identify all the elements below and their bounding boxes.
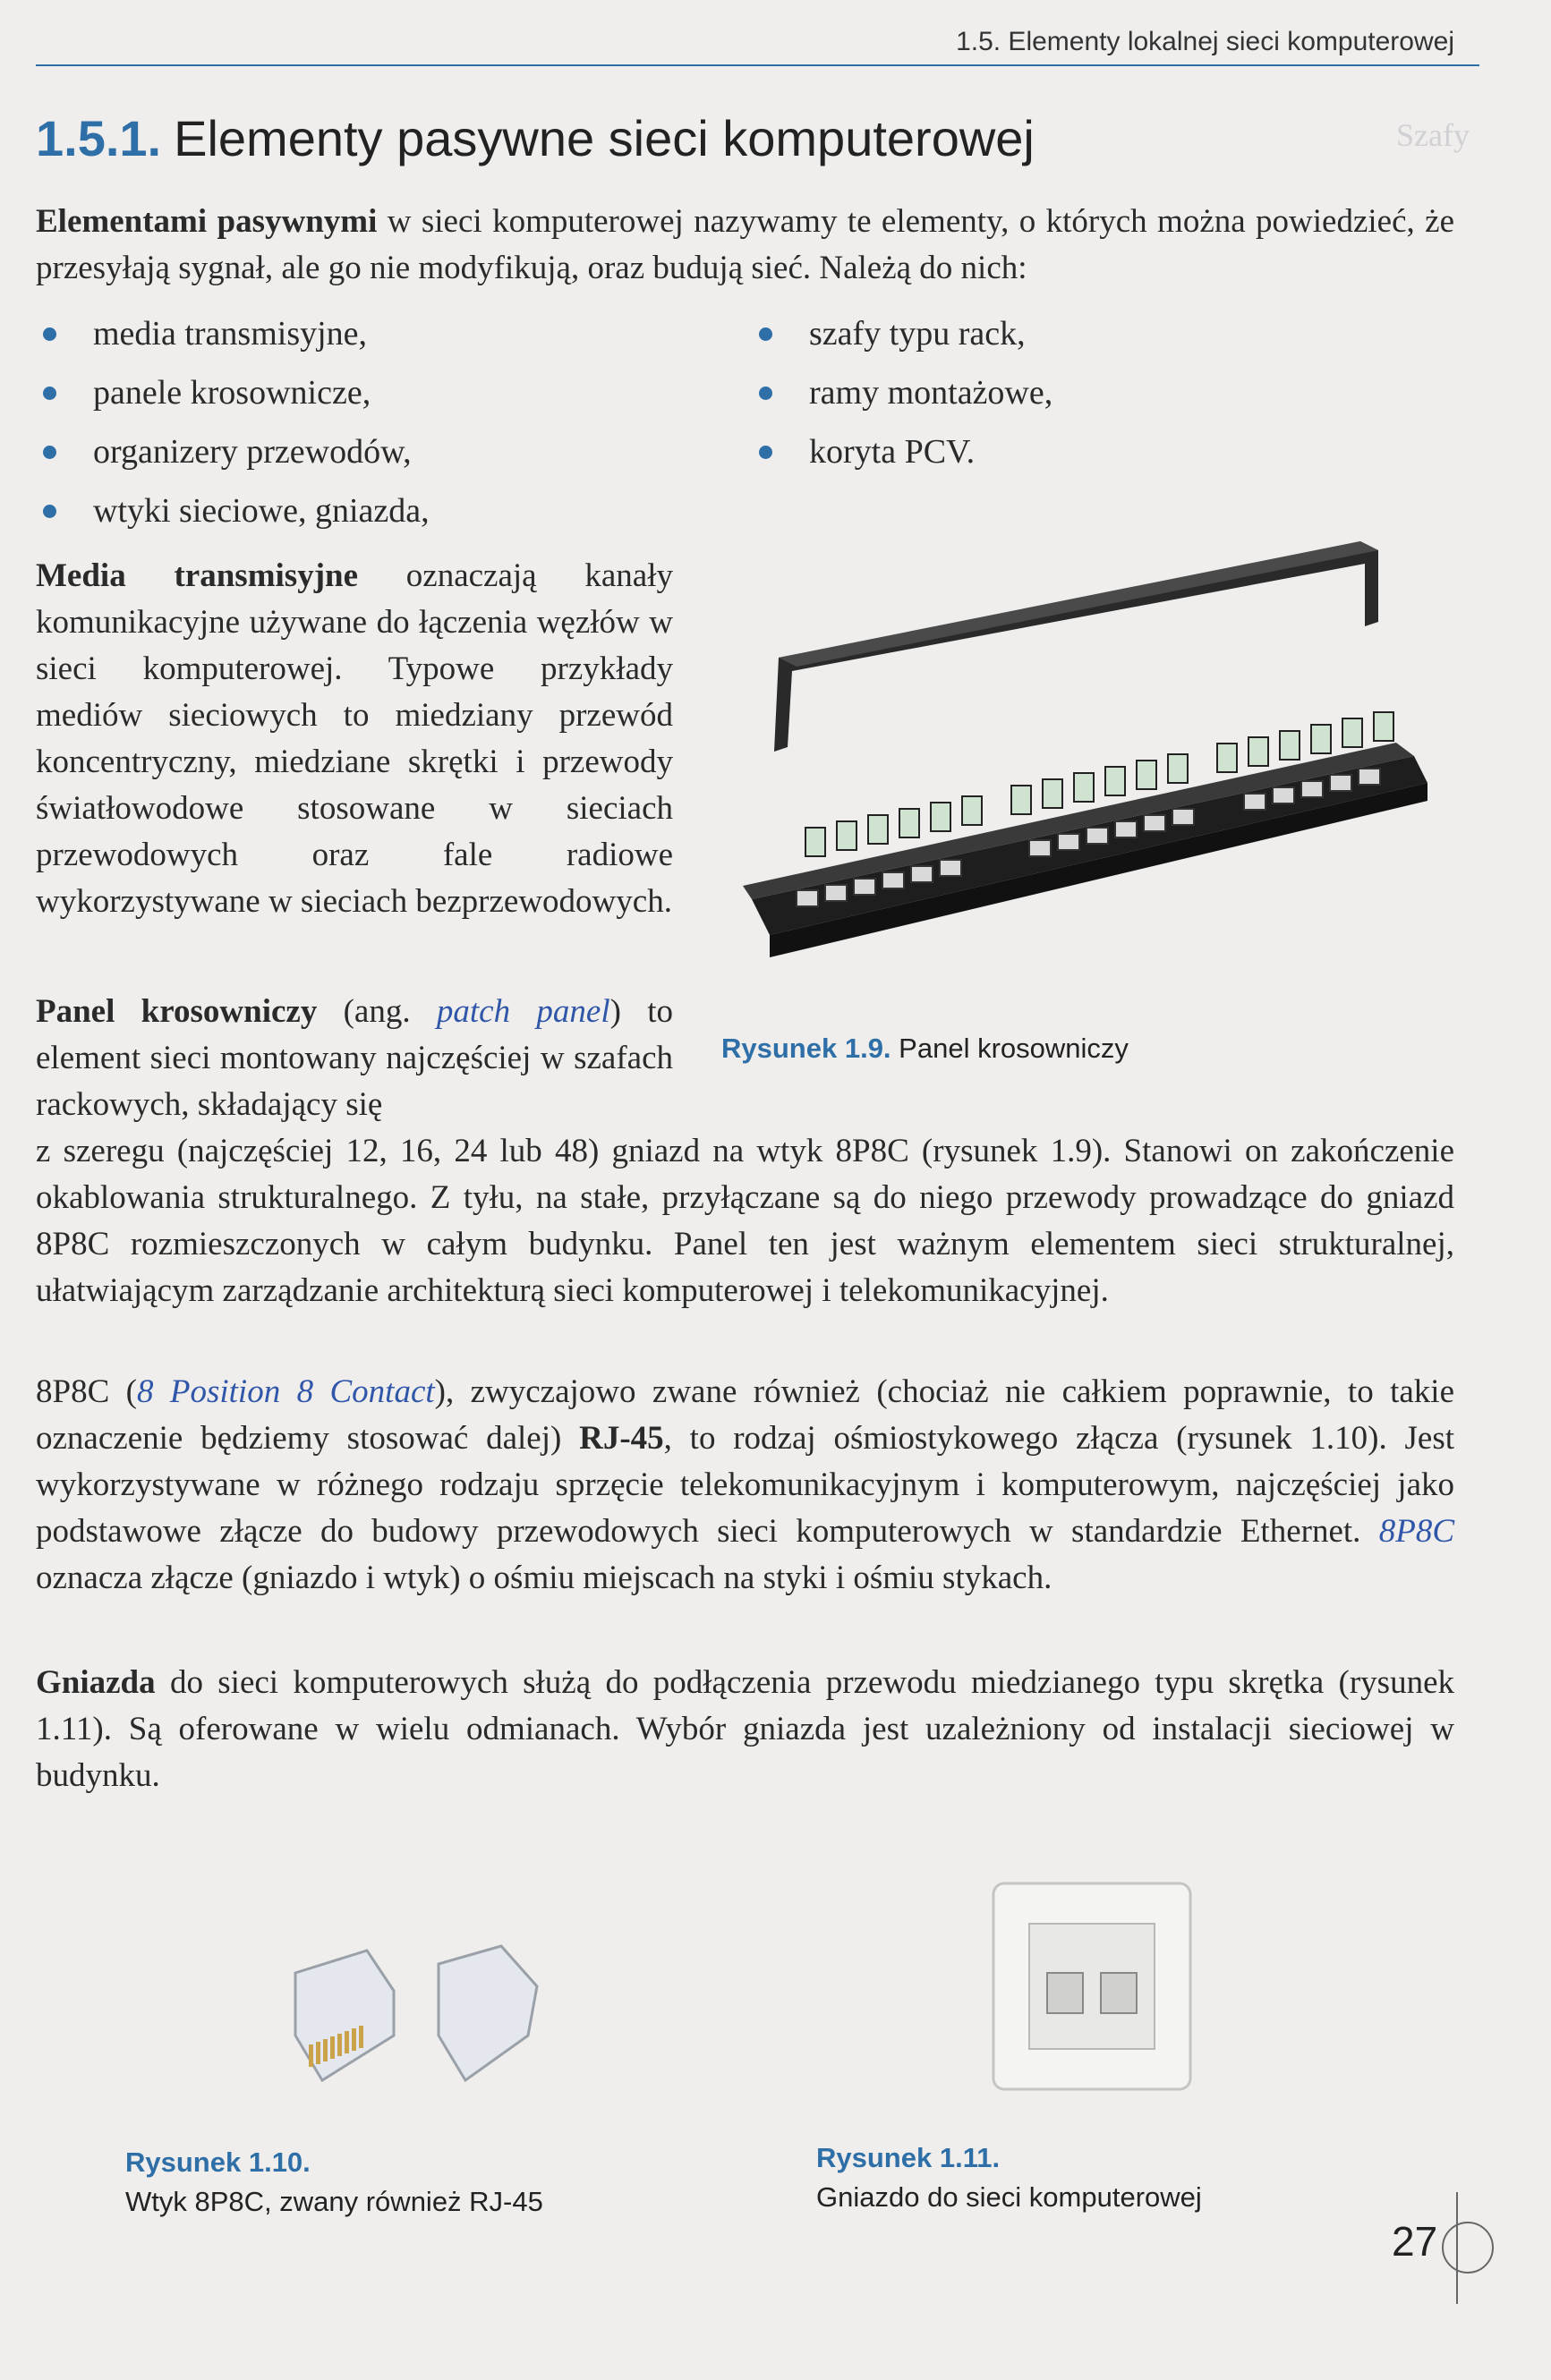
figure-label: Rysunek 1.9. — [721, 1033, 891, 1064]
figure-1-9-caption — [721, 1029, 1129, 1068]
wall-socket-image — [980, 1866, 1204, 2107]
patch-panel-image — [734, 541, 1441, 989]
list-item: media transmisyjne, — [36, 304, 716, 363]
rj45-text-1: 8P8C ( — [36, 1373, 137, 1410]
figure-1-11-caption — [816, 2138, 1371, 2217]
socket-paragraph — [36, 1660, 1454, 1799]
patch-panel-term: patch panel — [436, 993, 610, 1030]
section-title: Elementy pasywne sieci komputerowej — [174, 110, 1035, 166]
rj45-text-2: ), zwyczajowo zwane również (chociaż nie całkiem poprawnie, to takie oznaczenie będziemy stosować dalej) — [36, 1373, 1454, 1457]
panel-paragraph-bottom — [36, 1128, 1454, 1314]
page-corner-ornament — [1432, 2192, 1513, 2308]
section-number: 1.5.1. — [36, 110, 162, 166]
list-item: ramy montażowe, — [752, 363, 1378, 422]
list-item: koryta PCV. — [752, 422, 1378, 481]
element-list-left — [36, 304, 716, 540]
media-paragraph — [36, 553, 673, 925]
rj45-bold: RJ-45 — [579, 1420, 664, 1457]
list-item: wtyki sieciowe, gniazda, — [36, 481, 716, 540]
socket-lead: Gniazda — [36, 1664, 156, 1701]
intro-text: w sieci komputerowej nazywamy te elementy, o których można powiedzieć, że przesyłają sygnał, ale go nie modyfikują, oraz budują sieć. Należą do nich: — [36, 203, 1454, 286]
list-item: panele krosownicze, — [36, 363, 716, 422]
rj45-plug-image — [260, 1937, 555, 2107]
media-lead: Media transmisyjne — [36, 557, 359, 594]
panel-lead: Panel krosowniczy — [36, 993, 318, 1030]
figure-caption: Panel krosowniczy — [899, 1033, 1129, 1064]
header-rule — [36, 64, 1479, 66]
rj45-term-2: 8P8C — [1378, 1513, 1454, 1550]
bleed-through-text: Szafy — [1396, 117, 1470, 153]
element-list-right — [752, 304, 1378, 481]
page-number: 27 — [1392, 2218, 1438, 2265]
intro-paragraph — [36, 199, 1454, 292]
figure-1-10-caption — [125, 2143, 680, 2222]
rj45-text-4: oznacza złącze (gniazdo i wtyk) o ośmiu miejscach na styki i ośmiu stykach. — [36, 1560, 1052, 1596]
figure-label: Rysunek 1.11. — [816, 2142, 1001, 2173]
panel-paragraph-top — [36, 989, 673, 1128]
rj45-term-1: 8 Position 8 Contact — [136, 1373, 435, 1410]
rj45-text-3: , to rodzaj ośmiostykowego złącza (rysunek 1.10). Jest wykorzystywane w różnego rodzaju sprzęcie telekomunikacyjnym i komputerowym, najczęściej jako podstawowe złącze do budowy przewodowych sieci komputerowych w standardzie Ethernet. — [36, 1420, 1454, 1550]
rj45-paragraph — [36, 1369, 1454, 1602]
panel-text-2: ) to element sieci montowany najczęściej w szafach rackowych, składający się — [36, 993, 673, 1123]
running-head: 1.5. Elementy lokalnej sieci komputerowej — [956, 27, 1454, 56]
list-item: szafy typu rack, — [752, 304, 1378, 363]
figure-caption: Wtyk 8P8C, zwany również RJ-45 — [125, 2186, 543, 2217]
panel-text-3: z szeregu (najczęściej 12, 16, 24 lub 48) gniazd na wtyk 8P8C (rysunek 1.9). Stanowi on zakończenie okablowania strukturalnego. Z tyłu, na stałe, przyłączane są do niego przewody prowadzące do gniazd 8P8C rozmieszczonych w całym budynku. Panel ten jest ważnym elementem sieci strukturalnej, ułatwiającym zarządzanie architekturą sieci komputerowej i telekomunikacyjnej. — [36, 1133, 1454, 1309]
list-item: organizery przewodów, — [36, 422, 716, 481]
figure-label: Rysunek 1.10. — [125, 2146, 311, 2178]
intro-lead: Elementami pasywnymi — [36, 203, 378, 240]
socket-text: do sieci komputerowych służą do podłączenia przewodu miedzianego typu skrętka (rysunek 1.11). Są oferowane w wielu odmianach. Wybór gniazda jest uzależniony od instalacji sieciowej w budynku. — [36, 1664, 1454, 1794]
section-heading — [36, 109, 1035, 167]
media-text: oznaczają kanały komunikacyjne używane do łączenia węzłów w sieci komputerowej. Typowe przykłady mediów sieciowych to miedziany przewód koncentryczny, miedziane skrętki i przewody światłowodowe stosowane w sieciach przewodowych oraz fale radiowe wykorzystywane w sieciach bezprzewodowych. — [36, 557, 673, 920]
panel-text-1: (ang. — [317, 993, 437, 1030]
figure-caption: Gniazdo do sieci komputerowej — [816, 2181, 1202, 2213]
